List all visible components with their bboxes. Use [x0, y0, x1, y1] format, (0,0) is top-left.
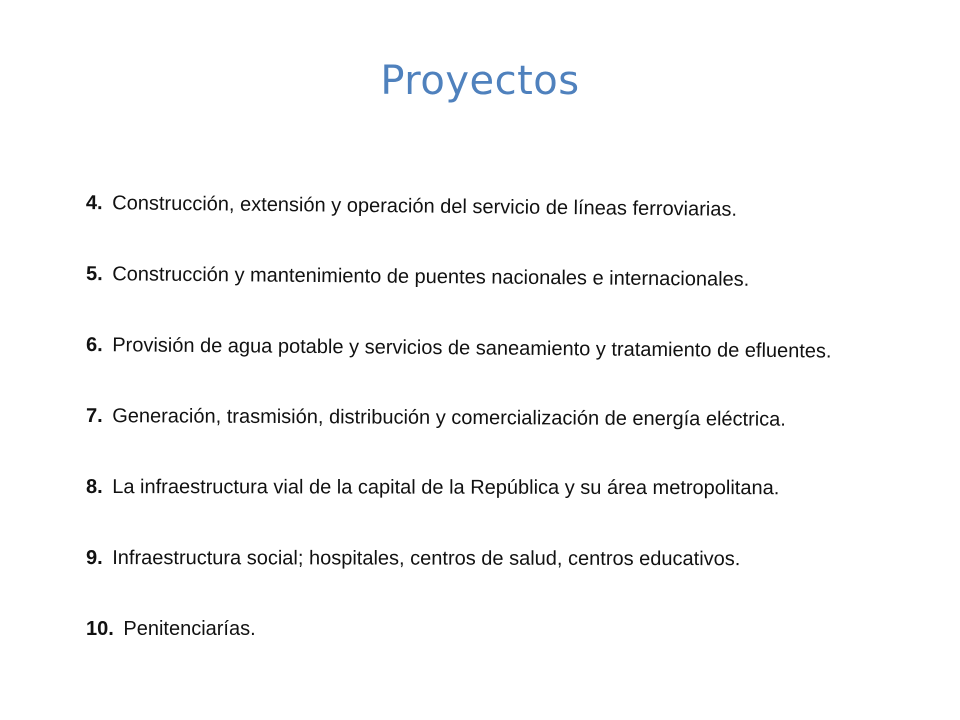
list-item: [86, 261, 926, 294]
item-number: 5.: [85, 263, 103, 286]
list-item: [86, 545, 926, 572]
list-item: [86, 474, 926, 501]
item-text: La infraestructura vial de la capital de la República y su área metropolitana.: [112, 476, 780, 500]
list-item: [86, 403, 926, 433]
item-number: 4.: [85, 192, 103, 215]
item-text: Construcción y mantenimiento de puentes nacionales e internacionales.: [112, 263, 750, 291]
list-item: [86, 332, 926, 365]
item-text: Provisión de agua potable y servicios de saneamiento y tratamiento de efluentes.: [112, 334, 832, 363]
list-item: [86, 190, 926, 225]
item-text: Infraestructura social; hospitales, centros de salud, centros educativos.: [112, 547, 741, 571]
item-text: Generación, trasmisión, distribución y comercialización de energía eléctrica.: [112, 405, 786, 431]
item-text: Construcción, extensión y operación del servicio de líneas ferroviarias.: [112, 192, 738, 221]
item-number: 6.: [85, 334, 103, 357]
item-number: 8.: [85, 476, 103, 499]
item-number: 7.: [85, 405, 103, 428]
list-item: [86, 616, 926, 642]
item-text: Penitenciarías.: [123, 618, 256, 640]
page-title: Proyectos: [380, 58, 580, 104]
item-number: 9.: [85, 547, 103, 570]
project-list: [86, 190, 926, 687]
item-number: 10.: [86, 618, 114, 640]
